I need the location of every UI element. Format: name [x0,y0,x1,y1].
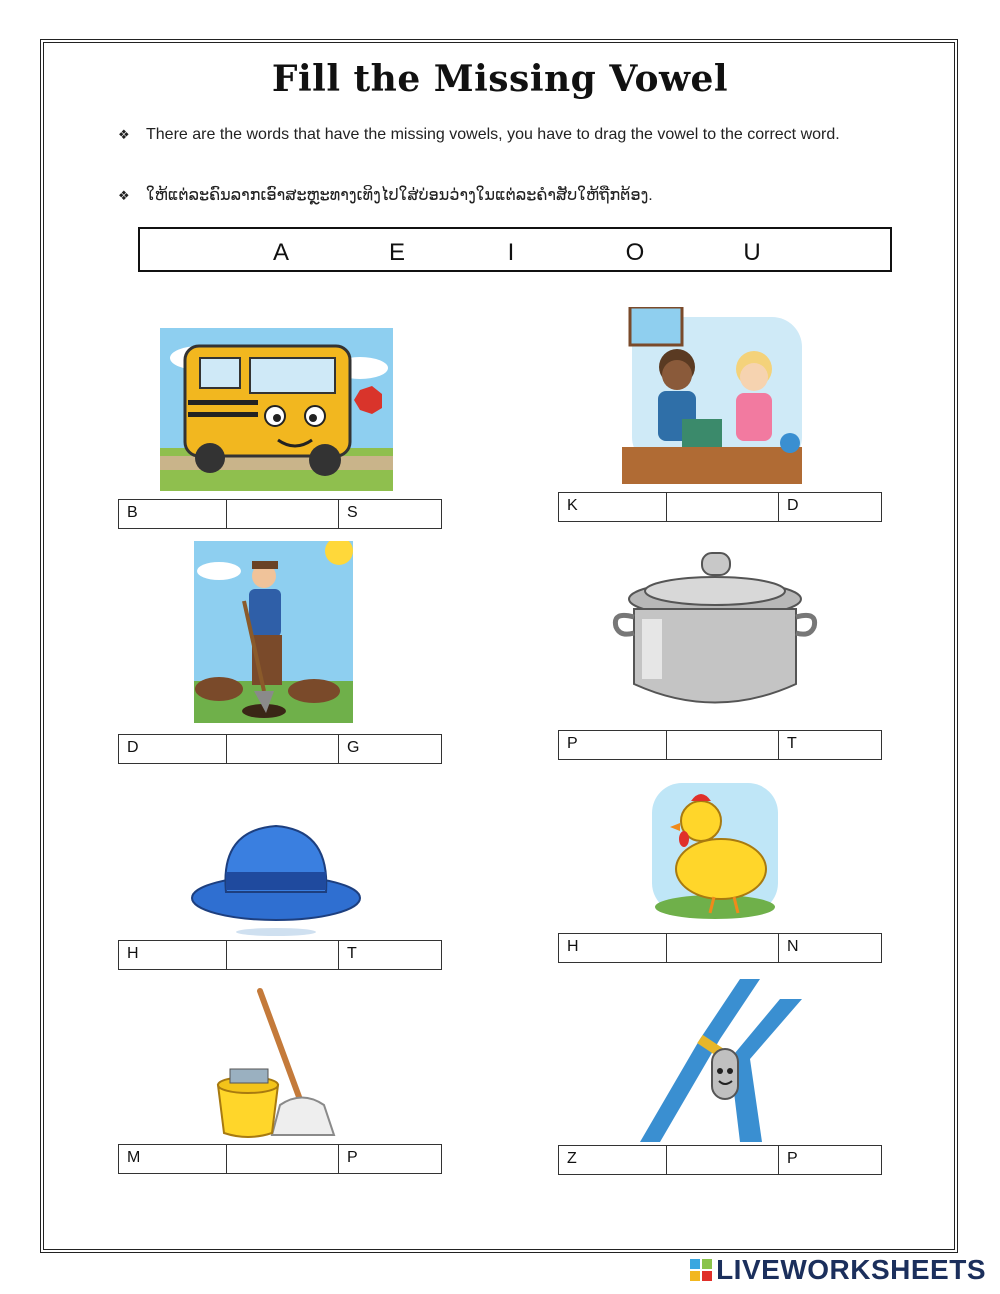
last-letter: P [347,1149,358,1166]
last-letter: G [347,739,360,756]
vowel-dropzone[interactable] [667,934,779,962]
vowel-dropzone[interactable] [227,941,339,969]
last-letter: N [787,938,799,955]
last-letter: T [787,735,797,752]
first-letter: M [119,1145,227,1173]
first-letter: D [119,735,227,763]
instruction-english [118,120,846,150]
first-letter: H [559,934,667,962]
vowel-dropzone[interactable] [227,735,339,763]
first-letter: H [119,941,227,969]
word-row-kid [558,492,882,522]
vowel-bank [138,227,892,272]
last-letter: P [787,1150,798,1167]
word-row-hat [118,940,442,970]
page-title: Fill the Missing Vowel [271,58,729,100]
word-row-mop [118,1144,442,1174]
vowel-dropzone[interactable] [667,493,779,521]
hen-image [646,779,784,921]
instruction-lao-text: ໃຫ້ແຕ່ລະຄົນລາກເອົາສະຫຼະທາງເທິງໄປໃສ່ບ່ອນວ່າງໃນແຕ່ລະຄຳສັບໃຫ້ຖືກຕ້ອງ. [146,187,653,204]
first-letter: P [559,731,667,759]
instruction-english-text: There are the words that have the missing vowels, you have to drag the vowel to the correct word. [146,126,840,143]
brand-name: LIVEWORKSHEETS [716,1254,986,1285]
liveworksheets-brand[interactable] [690,1254,986,1286]
vowel-tile-i[interactable]: I [507,239,515,266]
instruction-lao [118,181,846,211]
liveworksheets-logo-icon [690,1259,712,1281]
man-digging-image [194,541,353,723]
vowel-dropzone[interactable] [667,1146,779,1174]
last-letter: T [347,945,357,962]
word-row-pot [558,730,882,760]
zipper-image [640,979,802,1142]
school-bus-image [160,328,393,491]
cooking-pot-image [612,549,819,711]
vowel-dropzone[interactable] [227,1145,339,1173]
children-studying-image [622,307,808,484]
vowel-dropzone[interactable] [227,500,339,528]
vowel-tile-a[interactable]: A [272,239,289,266]
blue-hat-image [190,820,363,938]
word-row-hen [558,933,882,963]
word-row-zip [558,1145,882,1175]
vowel-tile-o[interactable]: O [625,239,645,266]
last-letter: S [347,504,358,521]
mop-and-bucket-image [212,985,340,1140]
diamond-bullet-icon: ❖ [118,127,130,142]
last-letter: D [787,497,799,514]
diamond-bullet-icon: ❖ [118,188,130,203]
vowel-tile-u[interactable]: U [743,239,761,266]
word-row-bus [118,499,442,529]
vowel-dropzone[interactable] [667,731,779,759]
first-letter: B [119,500,227,528]
worksheet-frame [40,39,958,1253]
first-letter: K [559,493,667,521]
vowel-tile-e[interactable]: E [388,239,405,266]
word-row-dig [118,734,442,764]
first-letter: Z [559,1146,667,1174]
